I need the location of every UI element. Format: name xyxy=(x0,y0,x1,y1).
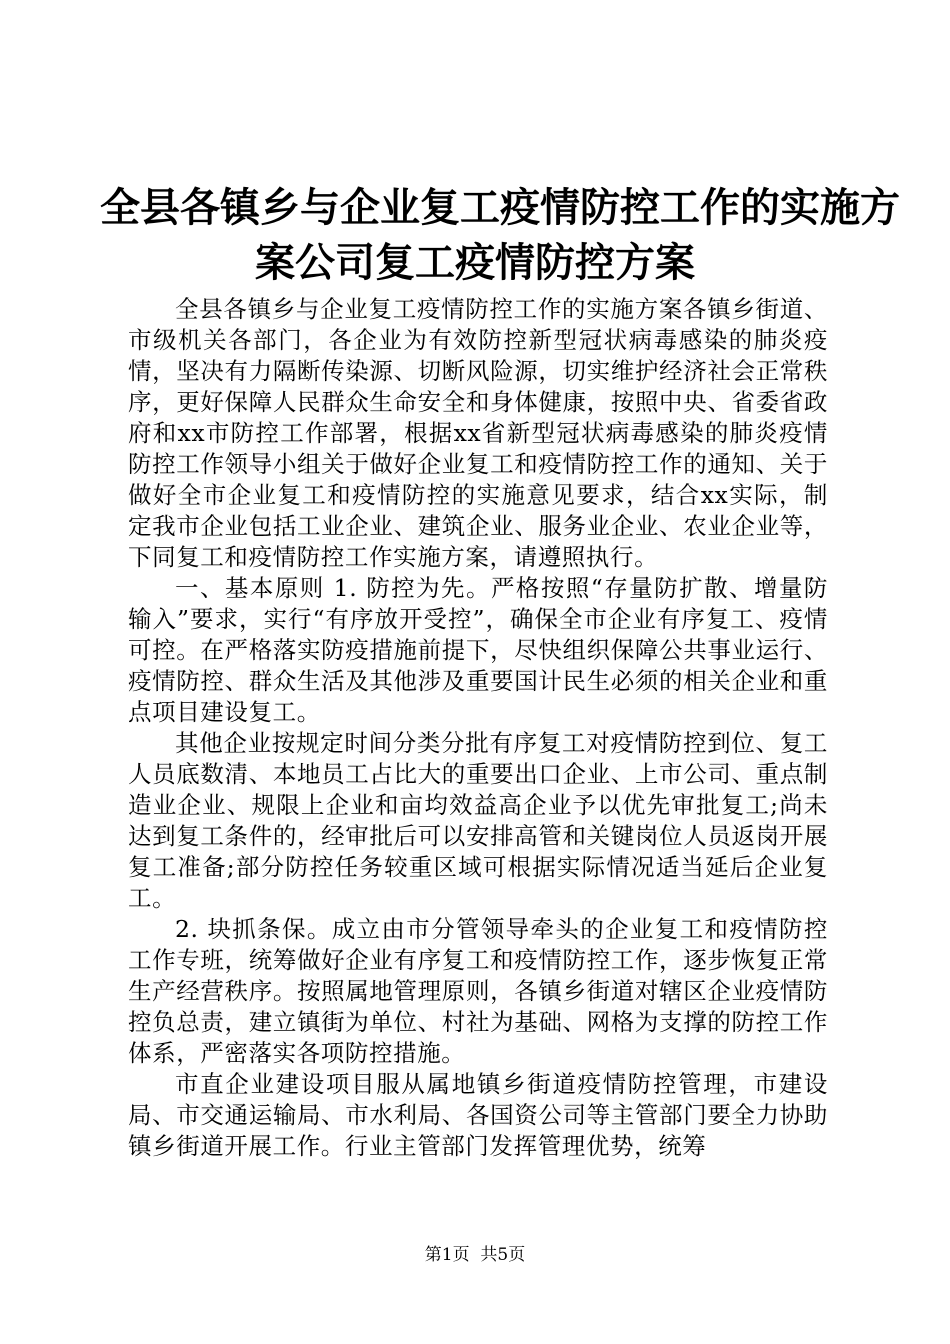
paragraph-block-management: 2. 块抓条保。成立由市分管领导牵头的企业复工和疫情防控工作专班，统筹做好企业有序复工和疫情防控工作，逐步恢复正常生产经营秩序。按照属地管理原则，各镇乡街道对辖区企业疫情防控负总责，建立镇街为单位、村社为基础、网格为支撑的防控工作体系，严密落实各项防控措施。 xyxy=(128,915,828,1067)
paragraph-city-projects: 市直企业建设项目服从属地镇乡街道疫情防控管理，市建设局、市交通运输局、市水利局、各国资公司等主管部门要全力协助镇乡街道开展工作。行业主管部门发挥管理优势，统筹 xyxy=(128,1070,828,1160)
document-title-line-1: 全县各镇乡与企业复工疫情防控工作的实施方 xyxy=(100,184,900,231)
paragraph-basic-principles: 一、基本原则 1. 防控为先。严格按照“存量防扩散、增量防输入”要求，实行“有序放开受控”，确保全市企业有序复工、疫情可控。在严格落实防疫措施前提下，尽快组织保障公共事业运行、疫情防控、群众生活及其他涉及重要国计民生必须的相关企业和重点项目建设复工。 xyxy=(128,574,828,726)
document-body xyxy=(128,294,828,1162)
paragraph-intro: 全县各镇乡与企业复工疫情防控工作的实施方案各镇乡街道、市级机关各部门，各企业为有效防控新型冠状病毒感染的肺炎疫情，坚决有力隔断传染源、切断风险源，切实维护经济社会正常秩序，更好保障人民群众生命安全和身体健康，按照中央、省委省政府和xx市防控工作部署，根据xx省新型冠状病毒感染的肺炎疫情防控工作领导小组关于做好企业复工和疫情防控工作的通知、关于做好全市企业复工和疫情防控的实施意见要求，结合xx实际，制定我市企业包括工业企业、建筑企业、服务业企业、农业企业等，下同复工和疫情防控工作实施方案，请遵照执行。 xyxy=(128,295,828,571)
paragraph-other-enterprises: 其他企业按规定时间分类分批有序复工对疫情防控到位、复工人员底数清、本地员工占比大的重要出口企业、上市公司、重点制造业企业、规限上企业和亩均效益高企业予以优先审批复工;尚未达到复工条件的，经审批后可以安排高管和关键岗位人员返岗开展复工准备;部分防控任务较重区域可根据实际情况适当延后企业复工。 xyxy=(128,729,828,912)
page-number-footer: 第1页 共5页 xyxy=(424,1245,526,1265)
document-title-line-2: 案公司复工疫情防控方案 xyxy=(255,239,695,286)
